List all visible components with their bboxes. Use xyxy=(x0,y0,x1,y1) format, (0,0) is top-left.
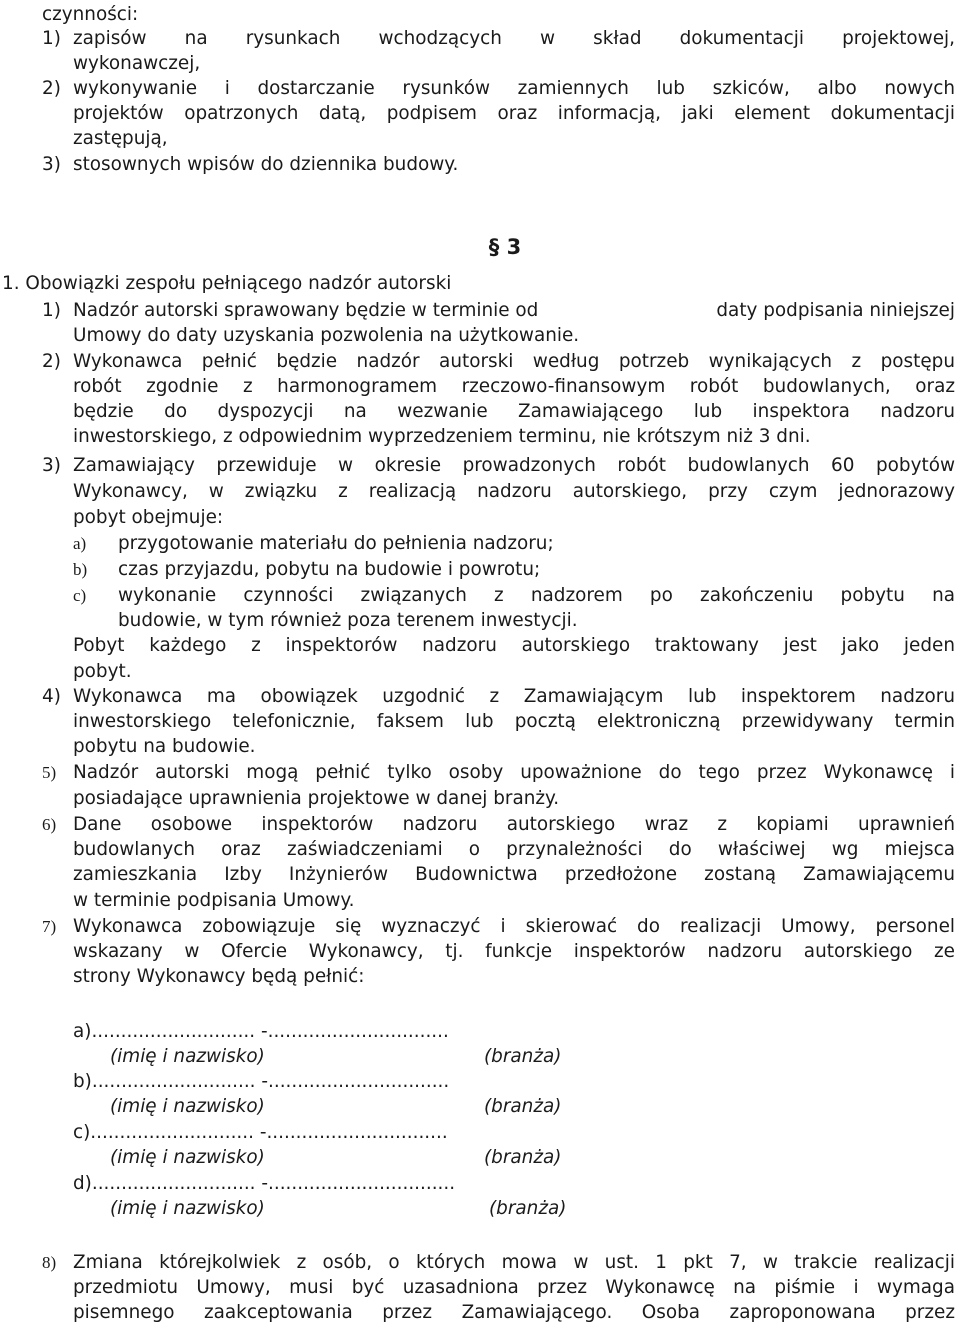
branch-caption: (branża) xyxy=(484,1147,562,1168)
list-item-text: w terminie podpisania Umowy. xyxy=(73,890,355,911)
list-item-text: inwestorskiego telefonicznie, faksem lub pocztą elektroniczną przewidywany termin xyxy=(73,711,955,732)
list-number: 4) xyxy=(42,686,61,707)
list-item-text: pobytu na budowie. xyxy=(73,736,256,757)
list-number: 8) xyxy=(42,1253,57,1272)
list-item-text: robót zgodnie z harmonogramem rzeczowo-finansowym robót budowlanych, oraz xyxy=(73,376,955,397)
section-heading: § 3 xyxy=(488,235,522,259)
list-number: 3) xyxy=(42,154,61,175)
name-caption: (imię i nazwisko) xyxy=(110,1147,265,1168)
branch-caption: (branża) xyxy=(484,1046,562,1067)
intro-line: czynności: xyxy=(42,4,139,25)
list-item-text: stosownych wpisów do dziennika budowy. xyxy=(73,154,459,175)
list-item-text: Wykonawca pełnić będzie nadzór autorski według potrzeb wynikających z postępu xyxy=(73,351,955,372)
list-item-text: Umowy do daty uzyskania pozwolenia na użytkowanie. xyxy=(73,325,580,346)
list-item-text: przedmiotu Umowy, musi być uzasadniona przez Wykonawcę na piśmie i wymaga xyxy=(73,1277,955,1298)
fill-in-line: a)............................ -............................... xyxy=(73,1021,449,1042)
list-number: 5) xyxy=(42,763,57,782)
list-item-text: Zamawiający przewiduje w okresie prowadzonych robót budowlanych 60 pobytów xyxy=(73,455,955,476)
list-number: 1) xyxy=(42,300,61,321)
paragraph-title: 1. Obowiązki zespołu pełniącego nadzór autorski xyxy=(2,273,452,294)
list-item-text: daty podpisania niniejszej xyxy=(716,300,955,321)
list-item-text: Nadzór autorski mogą pełnić tylko osoby upoważnione do tego przez Wykonawcę i xyxy=(73,762,955,783)
list-item-text: zamieszkania Izby Inżynierów Budownictwa przedłożone zostaną Zamawiającemu xyxy=(73,864,955,885)
list-number: 2) xyxy=(42,351,61,372)
branch-caption: (branża) xyxy=(484,1096,562,1117)
list-item-text: zastępują, xyxy=(73,128,168,149)
list-item-text: pisemnego zaakceptowania przez Zamawiającego. Osoba zaproponowana przez xyxy=(73,1302,955,1323)
list-item-text: pobyt. xyxy=(73,661,132,682)
list-item-text: budowlanych oraz zaświadczeniami o przynależności do właściwej wg miejsca xyxy=(73,839,955,860)
branch-caption: (branża) xyxy=(489,1198,567,1219)
list-number: 7) xyxy=(42,917,57,936)
list-item-text: będzie do dyspozycji na wezwanie Zamawiającego lub inspektora nadzoru xyxy=(73,401,955,422)
sub-list-letter: c) xyxy=(73,586,87,605)
list-item-text: Pobyt każdego z inspektorów nadzoru autorskiego traktowany jest jako jeden xyxy=(73,635,955,656)
list-number: 1) xyxy=(42,28,61,49)
list-item-text: Wykonawca ma obowiązek uzgodnić z Zamawiającym lub inspektorem nadzoru xyxy=(73,686,955,707)
name-caption: (imię i nazwisko) xyxy=(110,1198,265,1219)
list-item-text: Zmiana którejkolwiek z osób, o których mowa w ust. 1 pkt 7, w trakcie realizacji xyxy=(73,1252,955,1273)
sub-list-text: wykonanie czynności związanych z nadzorem po zakończeniu pobytu na xyxy=(118,585,955,606)
list-item-text: zapisów na rysunkach wchodzących w skład dokumentacji projektowej, xyxy=(73,28,955,49)
list-item-text: Wykonawca zobowiązuje się wyznaczyć i skierować do realizacji Umowy, personel xyxy=(73,916,955,937)
list-item-text: inwestorskiego, z odpowiednim wyprzedzeniem terminu, nie krótszym niż 3 dni. xyxy=(73,426,811,447)
list-item-text: wykonywanie i dostarczanie rysunków zamiennych lub szkiców, albo nowych xyxy=(73,78,955,99)
list-number: 6) xyxy=(42,815,57,834)
name-caption: (imię i nazwisko) xyxy=(110,1096,265,1117)
sub-list-text: przygotowanie materiału do pełnienia nadzoru; xyxy=(118,533,554,554)
fill-in-line: c)............................ -............................... xyxy=(73,1122,448,1143)
list-number: 3) xyxy=(42,455,61,476)
list-item-text: wskazany w Ofercie Wykonawcy, tj. funkcje inspektorów nadzoru autorskiego ze xyxy=(73,941,955,962)
name-caption: (imię i nazwisko) xyxy=(110,1046,265,1067)
sub-list-letter: a) xyxy=(73,534,87,553)
list-item-text: projektów opatrzonych datą, podpisem oraz informacją, jaki element dokumentacji xyxy=(73,103,955,124)
list-item-text: Nadzór autorski sprawowany będzie w terminie od xyxy=(73,300,539,321)
list-item-text: Wykonawcy, w związku z realizacją nadzoru autorskiego, przy czym jednorazowy xyxy=(73,481,955,502)
list-item-text: pobyt obejmuje: xyxy=(73,507,224,528)
list-item-text: wykonawczej, xyxy=(73,53,201,74)
fill-in-line: d)............................ -................................ xyxy=(73,1173,456,1194)
sub-list-text: czas przyjazdu, pobytu na budowie i powrotu; xyxy=(118,559,541,580)
fill-in-line: b)............................ -............................... xyxy=(73,1071,450,1092)
sub-list-letter: b) xyxy=(73,560,88,579)
list-item-text: strony Wykonawcy będą pełnić: xyxy=(73,966,365,987)
list-number: 2) xyxy=(42,78,61,99)
list-item-text: posiadające uprawnienia projektowe w danej branży. xyxy=(73,788,560,809)
sub-list-text: budowie, w tym również poza terenem inwestycji. xyxy=(118,610,578,631)
list-item-text: Dane osobowe inspektorów nadzoru autorskiego wraz z kopiami uprawnień xyxy=(73,814,955,835)
